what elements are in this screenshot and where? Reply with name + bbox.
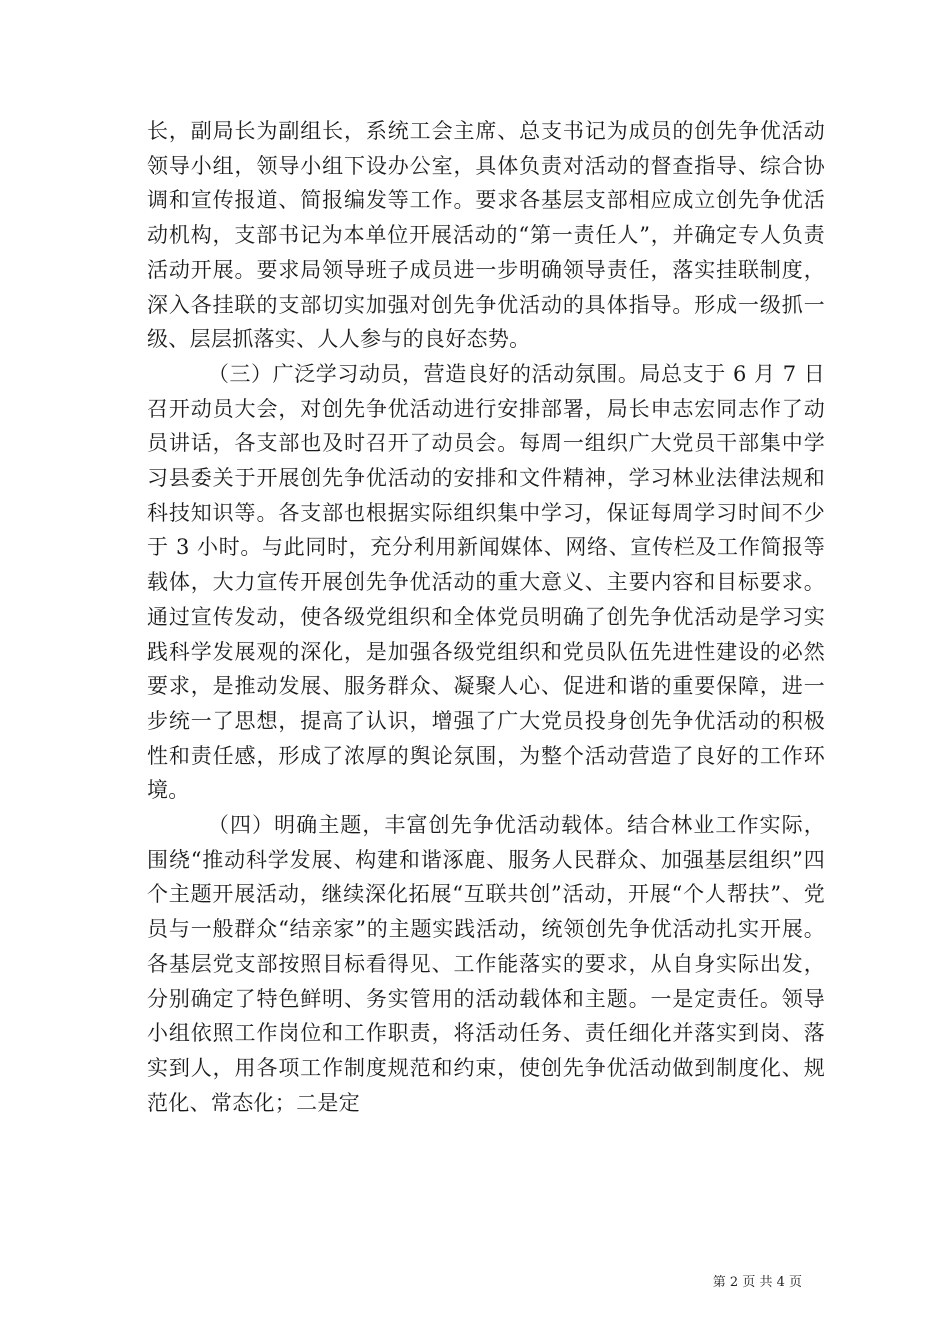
page-number: 第 2 页 共 4 页 xyxy=(712,1275,802,1290)
paragraph-section-four: （四）明确主题，丰富创先争优活动载体。结合林业工作实际，围绕“推动科学发展、构建和谐涿鹿、服务人民群众、加强基层组织”四个主题开展活动，继续深化拓展“互联共创”活动，开展“个人帮扶”、党员与一般群众“结亲家”的主题实践活动，统领创先争优活动扎实开展。各基层党支部按照目标看得见、工作能落实的要求，从自身实际出发，分别确定了特色鲜明、务实管用的活动载体和主题。一是定责任。领导小组依照工作岗位和工作职责，将活动任务、责任细化并落实到岗、落实到人，用各项工作制度规范和约束，使创先争优活动做到制度化、规范化、常态化；二是定 xyxy=(147,813,825,1115)
paragraph-continuation: 长，副局长为副组长，系统工会主席、总支书记为成员的创先争优活动领导小组，领导小组下设办公室，具体负责对活动的督查指导、综合协调和宣传报道、简报编发等工作。要求各基层支部相应成立创先争优活动机构，支部书记为本单位开展活动的“第一责任人”，并确定专人负责活动开展。要求局领导班子成员进一步明确领导责任，落实挂联制度，深入各挂联的支部切实加强对创先争优活动的具体指导。形成一级抓一级、层层抓落实、人人参与的良好态势。 xyxy=(147,119,825,352)
paragraph-section-three: （三）广泛学习动员，营造良好的活动氛围。局总支于 6 月 7 日召开动员大会，对创先争优活动进行安排部署，局长申志宏同志作了动员讲话，各支部也及时召开了动员会。每周一组织广大党员干部集中学习县委关于开展创先争优活动的安排和文件精神，学习林业法律法规和科技知识等。各支部也根据实际组织集中学习，保证每周学习时间不少于 3 小时。与此同时，充分利用新闻媒体、网络、宣传栏及工作简报等载体，大力宣传开展创先争优活动的重大意义、主要内容和目标要求。通过宣传发动，使各级党组织和全体党员明确了创先争优活动是学习实践科学发展观的深化，是加强各级党组织和党员队伍先进性建设的必然要求，是推动发展、服务群众、凝聚人心、促进和谐的重要保障，进一步统一了思想，提高了认识，增强了广大党员投身创先争优活动的积极性和责任感，形成了浓厚的舆论氛围，为整个活动营造了良好的工作环境。 xyxy=(147,361,825,803)
document-body xyxy=(147,114,825,1120)
